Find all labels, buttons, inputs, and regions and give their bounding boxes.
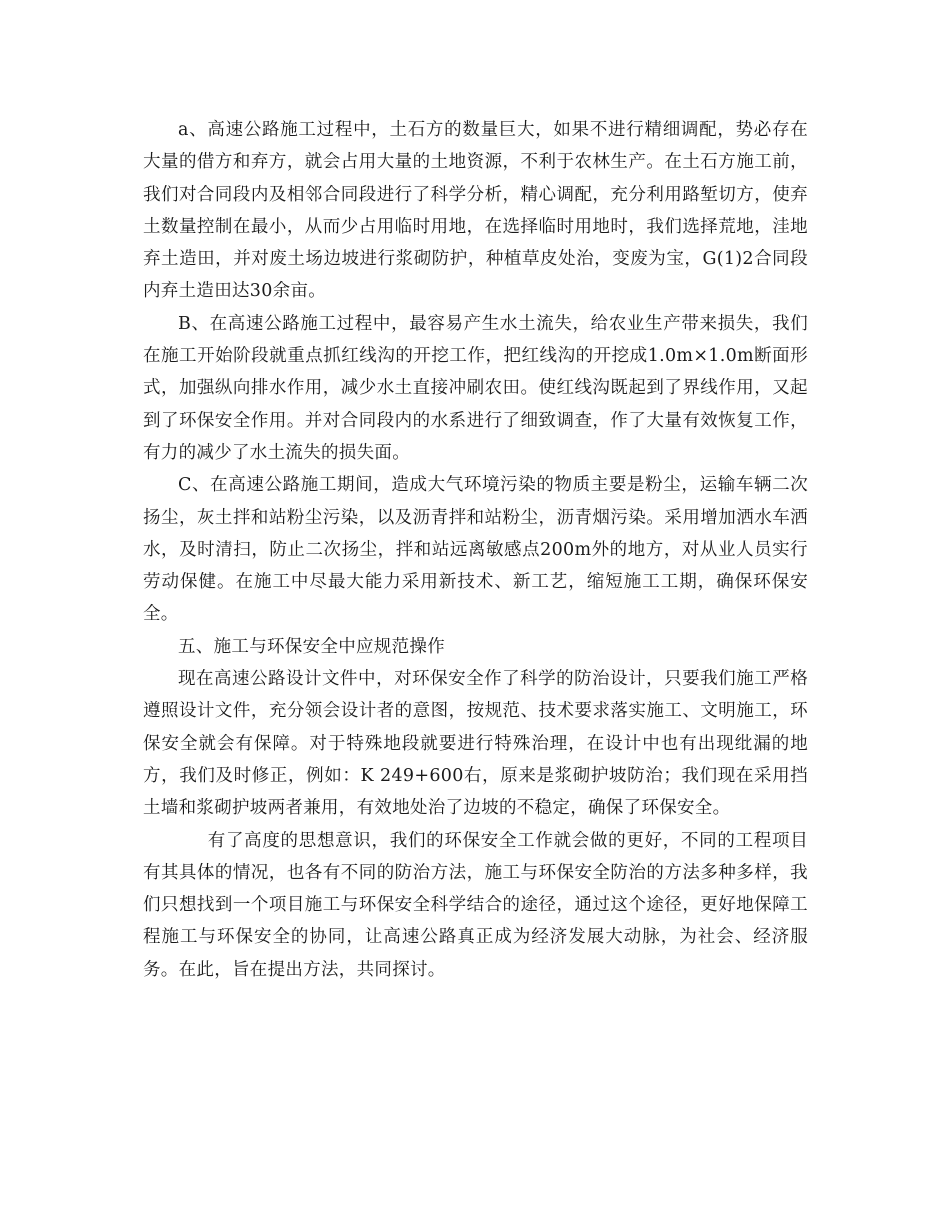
paragraph-design-compliance: 现在高速公路设计文件中，对环保安全作了科学的防治设计，只要我们施工严格遵照设计文件，充分领会设计者的意图，按规范、技术要求落实施工、文明施工，环保安全就会有保障。对于特殊地段就要进行特殊治理，在设计中也有出现纰漏的地方，我们及时修正，例如：K 249+600右，原来是浆砌护坡防治；我们现在采用挡土墙和浆砌护坡两者兼用，有效地处治了边坡的不稳定，确保了环保安全。	[143, 669, 808, 819]
section-heading: 五、施工与环保安全中应规范操作	[178, 636, 445, 657]
document-page	[143, 114, 808, 986]
paragraph-a-earthwork: a、高速公路施工过程中，土石方的数量巨大，如果不进行精细调配，势必存在大量的借方和弃方，就会占用大量的土地资源，不利于农林生产。在土石方施工前，我们对合同段内及相邻合同段进行了科学分析，精心调配，充分利用路堑切方，使弃土数量控制在最小，从而少占用临时用地，在选择临时用地时，我们选择荒地，洼地弃土造田，并对废土场边坡进行浆砌防护，种植草皮处治，变废为宝，G(1)2合同段内弃土造田达30余亩。	[143, 120, 808, 302]
paragraph-c-air-pollution: C、在高速公路施工期间，造成大气环境污染的物质主要是粉尘，运输车辆二次扬尘，灰土拌和站粉尘污染，以及沥青拌和站粉尘，沥青烟污染。采用增加洒水车洒水，及时清扫，防止二次扬尘，拌和站远离敏感点200m外的地方，对从业人员实行劳动保健。在施工中尽最大能力采用新技术、新工艺，缩短施工工期，确保环保安全。	[143, 475, 808, 625]
paragraph-conclusion: 有了高度的思想意识，我们的环保安全工作就会做的更好，不同的工程项目有其具体的情况，也各有不同的防治方法，施工与环保安全防治的方法多种多样，我们只想找到一个项目施工与环保安全科学结合的途径，通过这个途径，更好地保障工程施工与环保安全的协同，让高速公路真正成为经济发展大动脉，为社会、经济服务。在此，旨在提出方法，共同探讨。	[143, 830, 808, 980]
paragraph-b-soil-erosion: B、在高速公路施工过程中，最容易产生水土流失，给农业生产带来损失，我们在施工开始阶段就重点抓红线沟的开挖工作，把红线沟的开挖成1.0m×1.0m断面形式，加强纵向排水作用，减少水土直接冲刷农田。使红线沟既起到了界线作用，又起到了环保安全作用。并对合同段内的水系进行了细致调查，作了大量有效恢复工作，有力的减少了水土流失的损失面。	[143, 313, 808, 463]
